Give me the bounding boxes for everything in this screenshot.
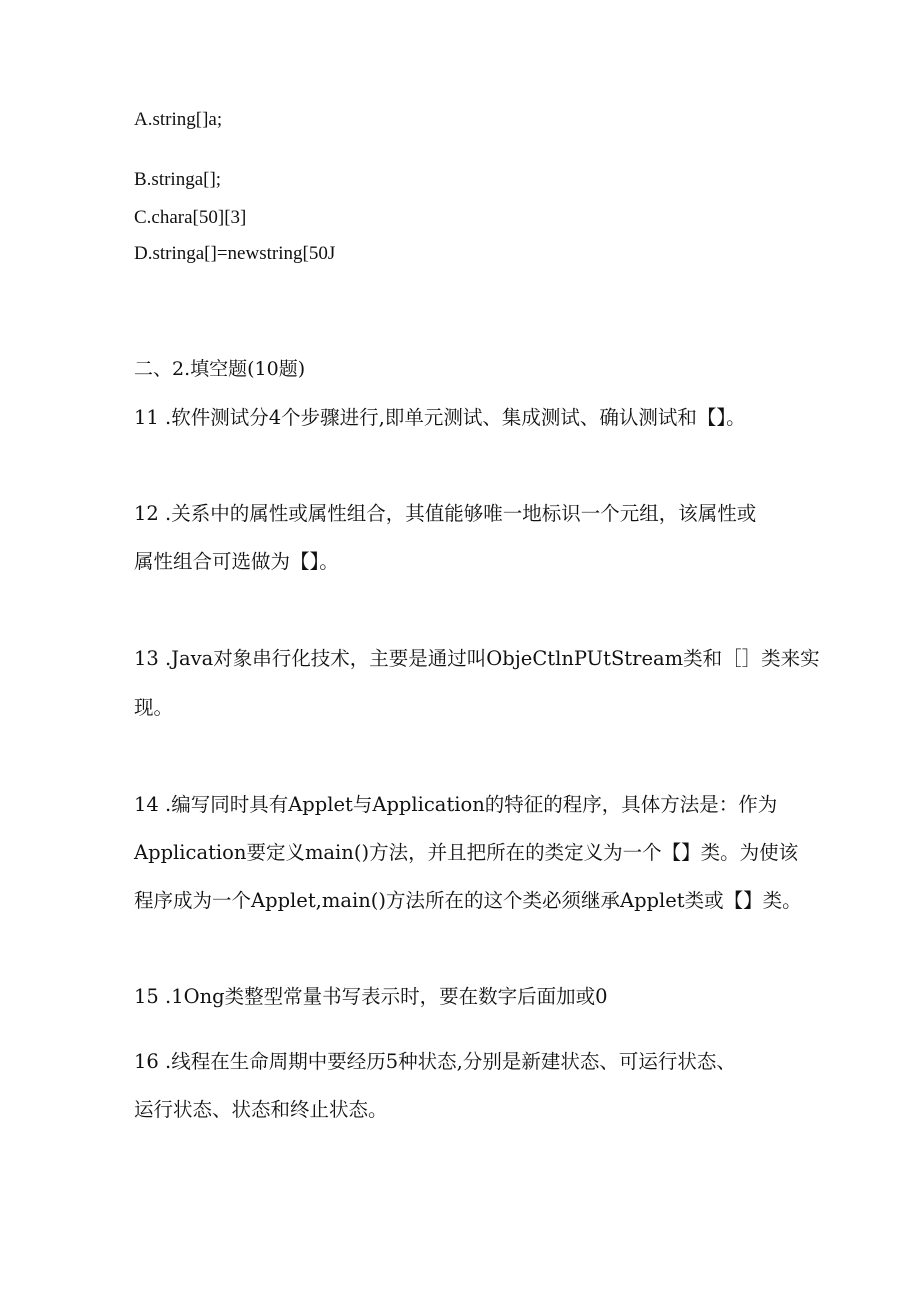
question-14-line-3: 程序成为一个Applet,main()方法所在的这个类必须继承Applet类或【】类。 [134,889,802,912]
option-c: C.chara[50][3] [134,207,247,228]
question-13-line-1: 13 .Java对象串行化技术，主要是通过叫ObjeCtlnPUtStream类和［］类来实 [134,647,820,670]
question-11-line-1: 11 .软件测试分4个步骤进行,即单元测试、集成测试、确认测试和【】。 [134,406,746,429]
question-12-line-2: 属性组合可选做为【】。 [134,550,339,573]
option-a: A.string[]a; [134,109,223,130]
question-15-line-1: 15 .1Ong类整型常量书写表示时，要在数字后面加或0 [134,985,608,1008]
section-heading: 二、2.填空题(10题) [134,358,306,380]
question-16-line-2: 运行状态、状态和终止状态。 [134,1098,388,1121]
question-12-line-1: 12 .关系中的属性或属性组合，其值能够唯一地标识一个元组，该属性或 [134,502,757,525]
option-d: D.stringa[]=newstring[50J [134,243,336,264]
question-14-line-1: 14 .编写同时具有Applet与Application的特征的程序，具体方法是：作为 [134,793,778,816]
question-13-line-2: 现。 [134,696,174,719]
question-14-line-2: Application要定义main()方法，并且把所在的类定义为一个【】类。为使该 [134,841,799,864]
question-16-line-1: 16 .线程在生命周期中要经历5种状态,分别是新建状态、可运行状态、 [134,1050,736,1073]
option-b: B.stringa[]; [134,169,222,190]
